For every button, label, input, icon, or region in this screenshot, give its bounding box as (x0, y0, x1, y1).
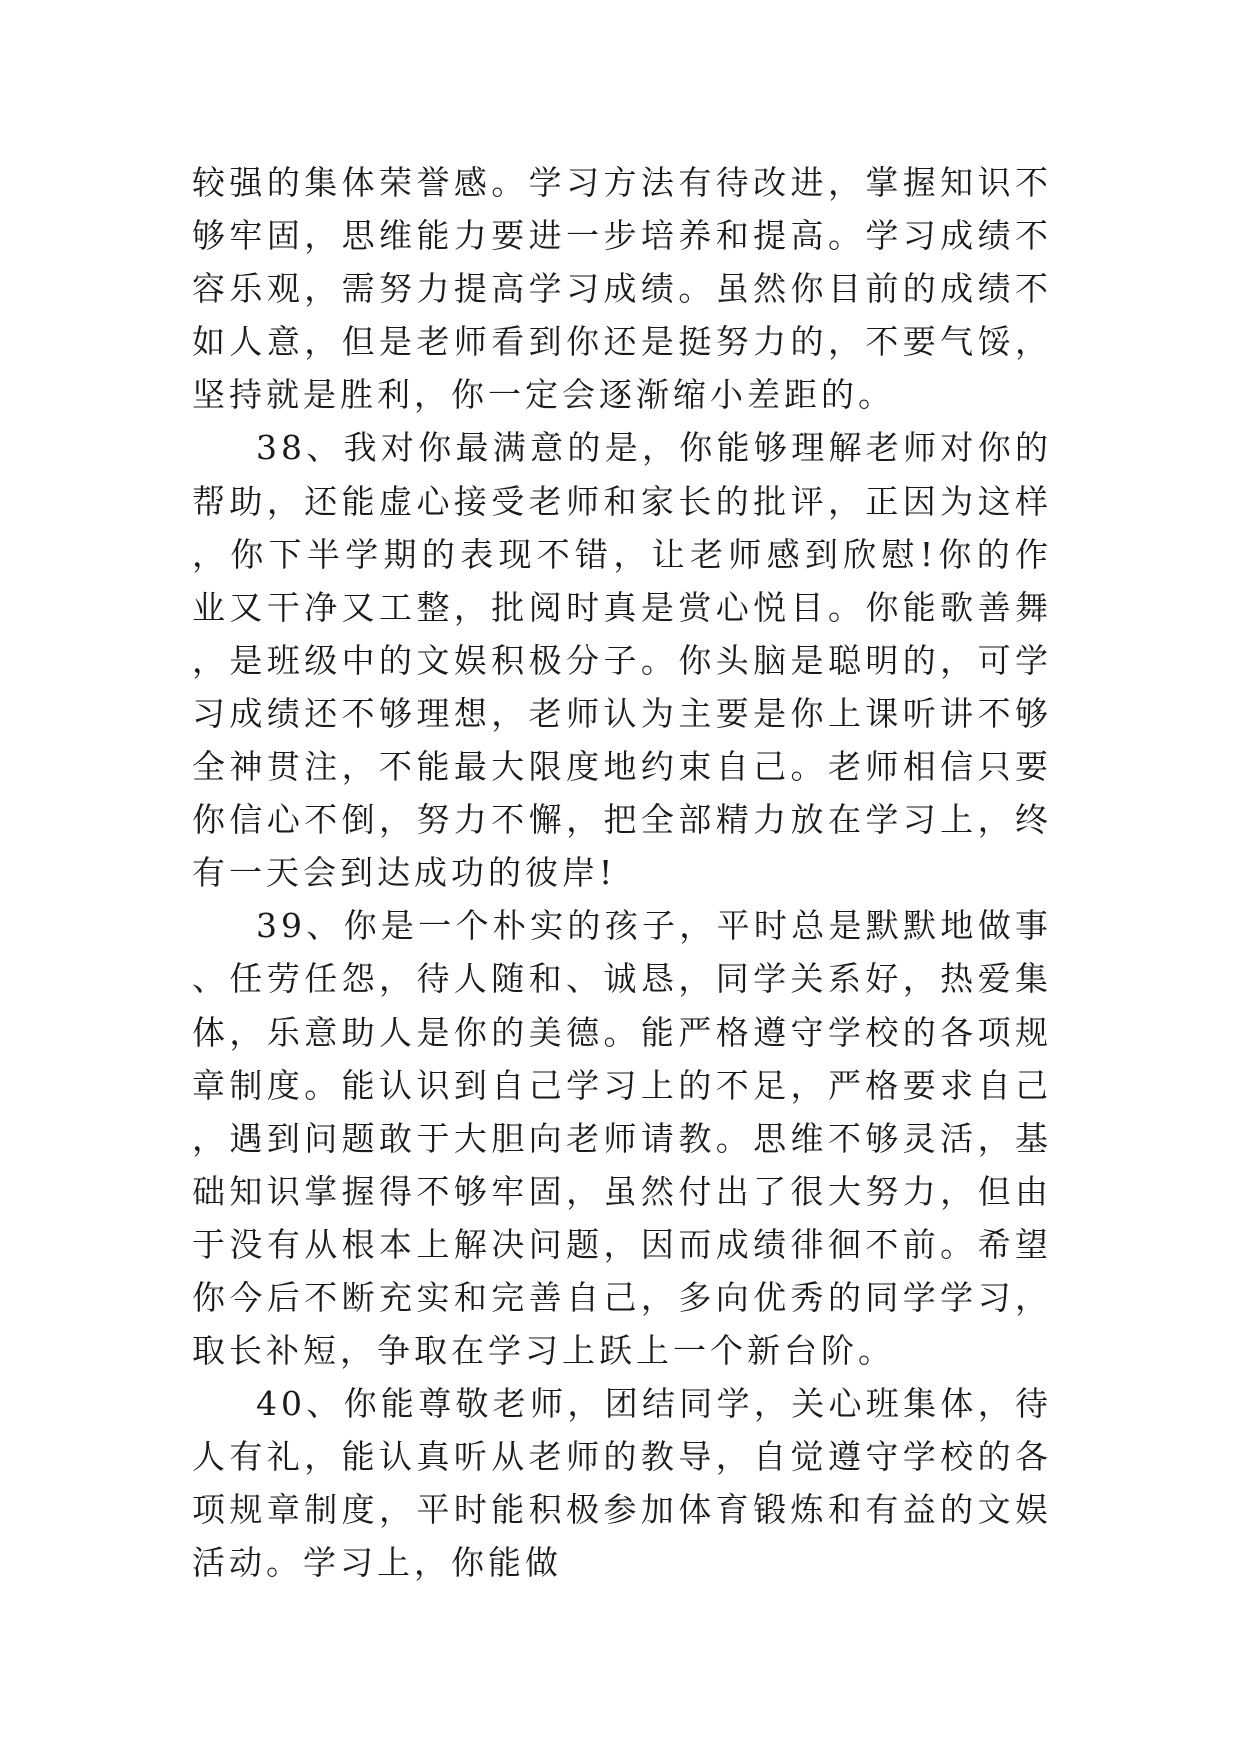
paragraph-40: 40、你能尊敬老师，团结同学，关心班集体，待人有礼，能认真听从老师的教导，自觉遵守学校的各项规章制度，平时能积极参加体育锻炼和有益的文娱活动。学习上，你能做 (192, 1384, 1052, 1583)
paragraph-39: 39、你是一个朴实的孩子，平时总是默默地做事、任劳任怨，待人随和、诚恳，同学关系好，热爱集体，乐意助人是你的美德。能严格遵守学校的各项规章制度。能认识到自己学习上的不足，严格要求自己，遇到问题敢于大胆向老师请教。思维不够灵活，基础知识掌握得不够牢固，虽然付出了很大努力，但由于没有从根本上解决问题，因而成绩徘徊不前。希望你今后不断充实和完善自己，多向优秀的同学学习，取长补短，争取在学习上跃上一个新台阶。 (192, 906, 1052, 1371)
paragraph-continued: 较强的集体荣誉感。学习方法有待改进，掌握知识不够牢固，思维能力要进一步培养和提高。学习成绩不容乐观，需努力提高学习成绩。虽然你目前的成绩不如人意，但是老师看到你还是挺努力的，不要气馁，坚持就是胜利，你一定会逐渐缩小差距的。 (192, 163, 1052, 415)
document-body (192, 156, 1052, 1590)
paragraph-38: 38、我对你最满意的是，你能够理解老师对你的帮助，还能虚心接受老师和家长的批评，正因为这样，你下半学期的表现不错，让老师感到欣慰!你的作业又干净又工整，批阅时真是赏心悦目。你能歌善舞，是班级中的文娱积极分子。你头脑是聪明的，可学习成绩还不够理想，老师认为主要是你上课听讲不够全神贯注，不能最大限度地约束自己。老师相信只要你信心不倒，努力不懈，把全部精力放在学习上，终有一天会到达成功的彼岸! (192, 428, 1052, 893)
